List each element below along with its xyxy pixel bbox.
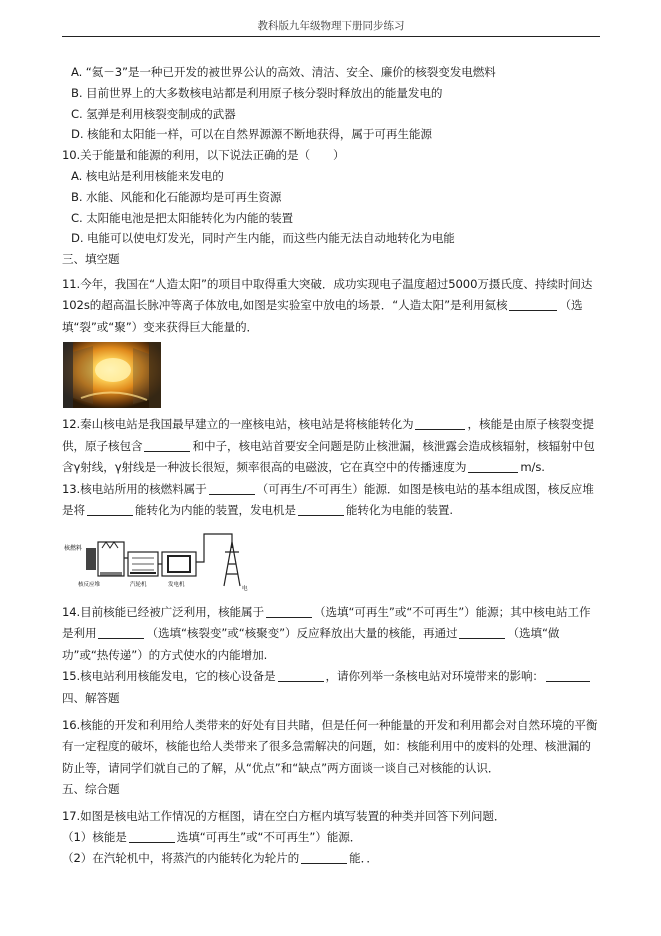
q10-stem: 10.关于能量和能源的利用，以下说法正确的是（ ） [62,148,345,163]
q9-option-b: B. 目前世界上的大多数核电站都是利用原子核分裂时释放出的能量发电的 [71,85,443,100]
q17-sub2-text-2: 能．． [349,850,378,865]
q14-text-3: （选填“核裂变”或“核聚变”）反应释放出大量的核能，再通过 [146,626,458,641]
q11 [62,274,602,339]
fusion-plasma-photo [63,342,161,408]
diagram-label-generator: 发电机 [168,581,185,588]
q14-blank-2 [98,626,144,639]
document-body [62,62,602,868]
q13-text-2: （可再生/不可再生）能源．如图是核电站的基本组成图，核反应堆是将 [62,481,594,518]
q15-text-1: 15.核电站利用核能发电，它的核心设备是 [62,669,276,684]
fusion-plasma-image [63,342,161,408]
q14-blank-3 [459,626,505,639]
q9-option-d: D. 核能和太阳能一样，可以在自然界源源不断地获得，属于可再生能源 [71,127,432,142]
q17-sub1 [62,827,602,848]
q15-text-2: ，请你列举一条核电站对环境带来的影响： [325,669,544,684]
q13-text-4: 能转化为电能的装置. [345,503,453,518]
section-heading-answer: 四、解答题 [62,690,120,705]
q15-blank-1 [278,669,324,682]
q13 [62,479,602,522]
diagram-label-turbine: 汽轮机 [130,581,147,588]
q14-text-1: 14.目前核能已经被广泛利用，核能属于 [62,604,265,619]
diagram-label-fuel: 核燃料 [64,544,83,552]
q13-blank-1 [209,482,255,495]
header-rule [62,36,600,37]
q10-option-a: A. 核电站是利用核能来发电的 [71,168,224,183]
q14-blank-1 [266,605,312,618]
page-header-title: 教科版九年级物理下册同步练习 [257,20,405,32]
q13-blank-2 [87,503,133,516]
q12-blank-3 [468,460,518,473]
pylon-icon [224,542,240,586]
transmission-wire [196,534,232,562]
q9-option-c: C. 氢弹是利用核裂变制成的武器 [71,106,236,121]
q12 [62,414,602,479]
q13-blank-3 [298,503,344,516]
q11-text-2: （选填“裂”或“聚”）变来获得巨大能量的． [62,298,583,334]
q12-text-2: ，核能是由原子核裂变提供，原子核包含 [62,417,594,453]
q11-blank [509,298,557,311]
q16: 16.核能的开发和利用给人类带来的好处有目共睹，但是任何一种能量的开发和利用都会对自然环境的平衡有一定程度的破坏，核能也给人类带来了很多急需解决的问题，如：核能利用中的废料的处理、核泄漏的防止等，请同学们就自己的了解，从“优点”和“缺点”两方面谈一谈自己对核能的认识． [62,717,598,775]
diagram-label-reactor: 核反应堆 [78,581,101,588]
q10-option-b: B. 水能、风能和化石能源均是可再生资源 [71,189,282,204]
q17-sub1-text-2: 选填“可再生”或“不可再生”）能源． [176,829,362,844]
q9-option-a: A. “氦－3”是一种已开发的被世界公认的高效、清洁、安全、廉价的核裂变发电燃料 [71,65,496,79]
q12-text-3: 和中子，核电站首要安全问题是防止核泄漏，核泄露会造成核辐射，核辐射中包含γ射线，γ射线是一种波长很短，频率很高的电磁波，它在真空中的传播速度为 [62,438,595,475]
q17-sub2 [62,848,602,869]
q11-text-1: 11.今年，我国在“人造太阳”的项目中取得重大突破．成功实现电子温度超过5000万摄氏度、持续时间达102s的超高温长脉冲等离子体放电,如图是实验室中放电的场景．“人造太阳”是利用氦核 [62,276,593,313]
q13-text-1: 13.核电站所用的核燃料属于 [62,481,207,496]
diagram-label-power: 电 [242,585,248,592]
q14-text-2: （选填“可再生”或“不可再生”）能源；其中核电站工作是利用 [62,604,591,641]
section-heading-fill-blank: 三、填空题 [62,252,120,267]
q14 [62,602,602,667]
q12-blank-1 [415,417,465,430]
q17-sub1-text-1: （1）核能是 [62,829,127,844]
q12-text-1: 12.秦山核电站是我国最早建立的一座核电站，核电站是将核能转化为 [62,417,414,432]
nuclear-plant-diagram [64,528,274,594]
q12-text-4: m/s. [520,460,545,475]
q15 [62,666,602,688]
section-heading-comprehensive: 五、综合题 [62,782,120,797]
q17-sub2-text-1: （2）在汽轮机中，将蒸汽的内能转化为轮片的 [62,850,300,865]
q13-text-3: 能转化为内能的装置，发电机是 [135,503,296,518]
q14-text-4: （选填“做功”或“热传递”）的方式使水的内能增加. [62,626,560,662]
q10-option-d: D. 电能可以使电灯发光，同时产生内能，而这些内能无法自动地转化为电能 [71,231,455,246]
q17-blank-1 [129,830,175,843]
q10-option-c: C. 太阳能电池是把太阳能转化为内能的装置 [71,210,294,225]
q17-stem: 17.如图是核电站工作情况的方框图，请在空白方框内填写装置的种类并回答下列问题． [62,809,506,824]
q17-blank-2 [301,851,347,864]
q12-blank-2 [144,439,190,452]
q15-blank-2 [546,669,590,682]
